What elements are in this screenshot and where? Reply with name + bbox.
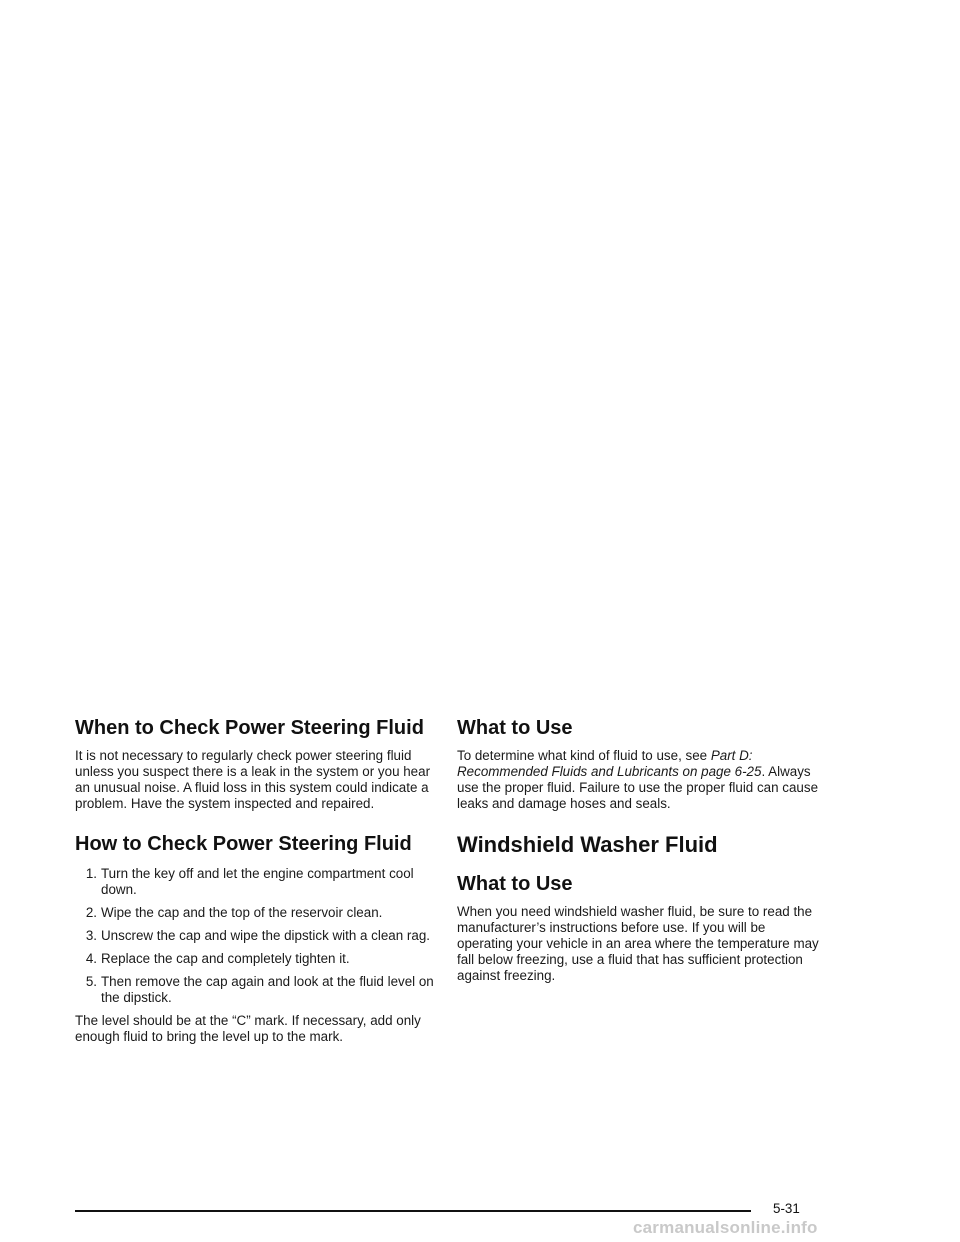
heading-how-to-check: How to Check Power Steering Fluid bbox=[75, 833, 412, 855]
step-number: 4. bbox=[85, 951, 97, 966]
paragraph-level-note: The level should be at the “C” mark. If necessary, add only enough fluid to bring the level up to the mark. bbox=[75, 1013, 421, 1044]
text-after-reference: . Always use the proper fluid. Failure to use the proper fluid can cause leaks and damage hoses and seals. bbox=[457, 764, 819, 811]
page-number: 5-31 bbox=[773, 1201, 800, 1216]
step-text: Replace the cap and completely tighten it. bbox=[101, 951, 350, 966]
step-number: 3. bbox=[85, 928, 97, 943]
heading-what-to-use-steering: What to Use bbox=[457, 717, 573, 739]
heading-windshield-washer-fluid: Windshield Washer Fluid bbox=[457, 832, 718, 857]
watermark: carmanualsonline.info bbox=[633, 1218, 818, 1237]
step-text: Unscrew the cap and wipe the dipstick with a clean rag. bbox=[101, 928, 430, 943]
heading-when-to-check: When to Check Power Steering Fluid bbox=[75, 717, 424, 739]
step-number: 2. bbox=[85, 905, 97, 920]
list-item bbox=[75, 928, 437, 944]
text-before-reference: To determine what kind of fluid to use, see bbox=[457, 748, 711, 763]
heading-what-to-use-washer: What to Use bbox=[457, 873, 573, 895]
list-item bbox=[75, 951, 437, 967]
list-item bbox=[75, 866, 437, 898]
step-text: Wipe the cap and the top of the reservoir clean. bbox=[101, 905, 383, 920]
list-item bbox=[75, 905, 437, 921]
paragraph-when-to-check: It is not necessary to regularly check power steering fluid unless you suspect there is a leak in the system or you hear an unusual noise. A fluid loss in this system could indicate a problem. Have the system inspected and repaired. bbox=[75, 748, 431, 811]
step-text: Turn the key off and let the engine compartment cool down. bbox=[101, 866, 414, 897]
footer-rule bbox=[75, 1210, 751, 1212]
right-column bbox=[457, 716, 819, 984]
step-number: 1. bbox=[85, 866, 97, 881]
paragraph-what-to-use-steering bbox=[457, 748, 819, 812]
step-text: Then remove the cap again and look at the fluid level on the dipstick. bbox=[101, 974, 434, 1005]
step-number: 5. bbox=[85, 974, 97, 989]
cross-reference-link[interactable]: Part D: Recommended Fluids and Lubricants on page 6-25 bbox=[457, 748, 762, 779]
list-item bbox=[75, 974, 437, 1006]
steps-list bbox=[75, 866, 437, 1006]
paragraph-what-to-use-washer: When you need windshield washer fluid, be sure to read the manufacturer’s instructions before use. If you will be operating your vehicle in an area where the temperature may fall below freezing, use a fluid that has sufficient protection against freezing. bbox=[457, 904, 819, 983]
left-column bbox=[75, 716, 437, 1045]
